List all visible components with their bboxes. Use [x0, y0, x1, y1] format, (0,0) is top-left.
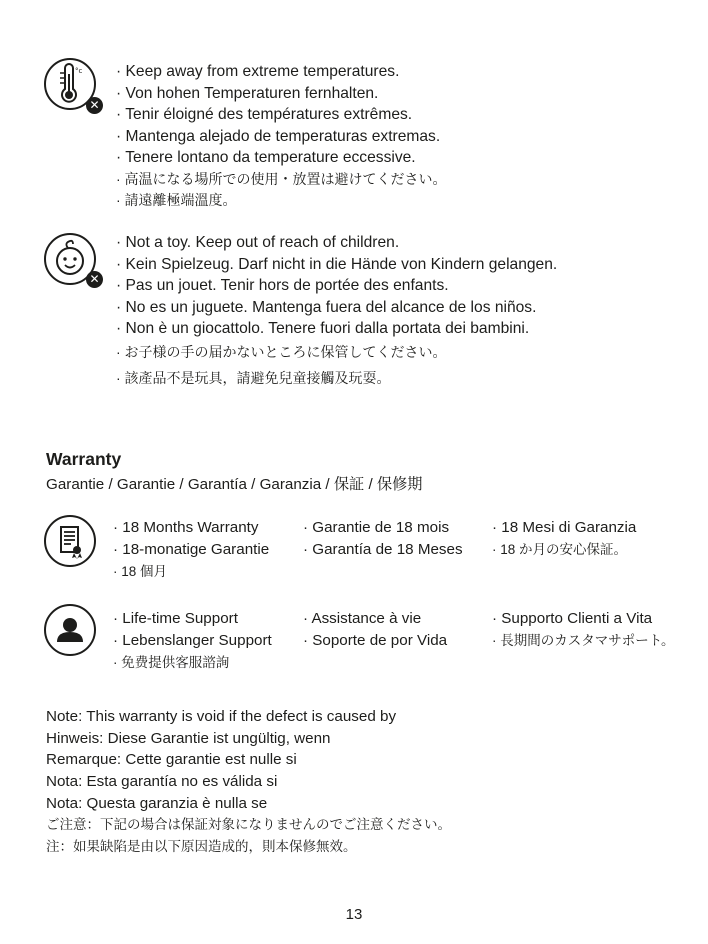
prohibited-x-icon: ✕	[86, 97, 103, 114]
certificate-icon-circle	[44, 515, 96, 567]
user-support-icon	[46, 606, 94, 654]
warranty-text: · Garantie de 18 mois	[303, 519, 450, 536]
warning-line: · Not a toy. Keep out of reach of children.	[116, 234, 400, 251]
support-text: · Life-time Support	[113, 610, 238, 627]
prohibited-x-icon: ✕	[86, 271, 103, 288]
warranty-heading: Warranty	[46, 449, 122, 469]
note-line: ご注意：下記の場合は保証対象になりませんのでご注意ください。	[46, 817, 451, 833]
warranty-text: · 18 Mesi di Garanzia	[492, 519, 637, 536]
support-col2	[303, 608, 447, 652]
support-text: · Soporte de por Vida	[303, 632, 448, 649]
support-text: · 免费提供客服諮詢	[113, 655, 230, 670]
certificate-icon	[46, 517, 94, 565]
warranty-text: · Garantía de 18 Meses	[303, 541, 463, 558]
warning-line: · Tenere lontano da temperature eccessive.	[116, 149, 416, 166]
support-text: · Supporto Clienti a Vita	[492, 610, 653, 627]
warranty-text: · 18 か月の安心保証。	[492, 542, 628, 557]
warning-line: · Keep away from extreme temperatures.	[116, 63, 400, 80]
note-line: Note: This warranty is void if the defect is caused by	[46, 708, 397, 725]
support-text: · Lebenslanger Support	[113, 632, 272, 649]
warranty-text: · 18-monatige Garantie	[113, 541, 270, 558]
user-support-icon-circle	[44, 604, 96, 656]
support-text: · 長期間のカスタマサポート。	[492, 633, 675, 648]
warning-line: · Von hohen Temperaturen fernhalten.	[116, 84, 379, 102]
warranty-months-col1	[113, 517, 269, 583]
temperature-warning-lines	[116, 61, 447, 212]
warranty-months-col2	[303, 517, 463, 561]
note-line: Remarque: Cette garantie est nulle si	[46, 751, 297, 769]
warning-line: · お子様の手の届かないところに保管してください。	[116, 343, 447, 360]
children-warning-lines	[116, 232, 557, 389]
support-text: · Assistance à vie	[303, 610, 422, 627]
support-col3	[492, 608, 675, 652]
warranty-text: · 18 Months Warranty	[113, 519, 259, 536]
warranty-months-col3	[492, 517, 636, 561]
warranty-subheading: Garantie / Garantie / Garantía / Garanzia / 保証 / 保修期	[46, 476, 423, 493]
warning-line: · Tenir éloigné des températures extrêmes.	[116, 106, 413, 123]
svg-text:°c: °c	[75, 67, 83, 75]
warning-line: · 請遠離極端溫度。	[116, 192, 237, 208]
warning-line: · No es un juguete. Mantenga fuera del alcance de los niños.	[116, 298, 537, 316]
warning-line: · Mantenga alejado de temperaturas extremas.	[116, 127, 441, 145]
note-line: Hinweis: Diese Garantie ist ungültig, wenn	[46, 729, 331, 747]
warning-line: · 該產品不是玩具，請避免兒童接觸及玩耍。	[116, 369, 391, 386]
page-number: 13	[345, 906, 363, 923]
warning-line: · 高温になる場所での使用・放置は避けてください。	[116, 170, 447, 187]
note-line: Nota: Esta garantía no es válida si	[46, 773, 278, 791]
warranty-note	[46, 706, 451, 858]
support-col1	[113, 608, 272, 674]
warning-line: · Non è un giocattolo. Tenere fuori dalla portata dei bambini.	[116, 320, 530, 337]
warranty-text: · 18 個月	[113, 564, 168, 579]
warning-line: · Kein Spielzeug. Darf nicht in die Hände von Kindern gelangen.	[116, 255, 558, 273]
warning-line: · Pas un jouet. Tenir hors de portée des enfants.	[116, 277, 449, 294]
note-line: 注：如果缺陷是由以下原因造成的，則本保修無效。	[46, 839, 357, 855]
note-line: Nota: Questa garanzia è nulla se	[46, 794, 268, 812]
